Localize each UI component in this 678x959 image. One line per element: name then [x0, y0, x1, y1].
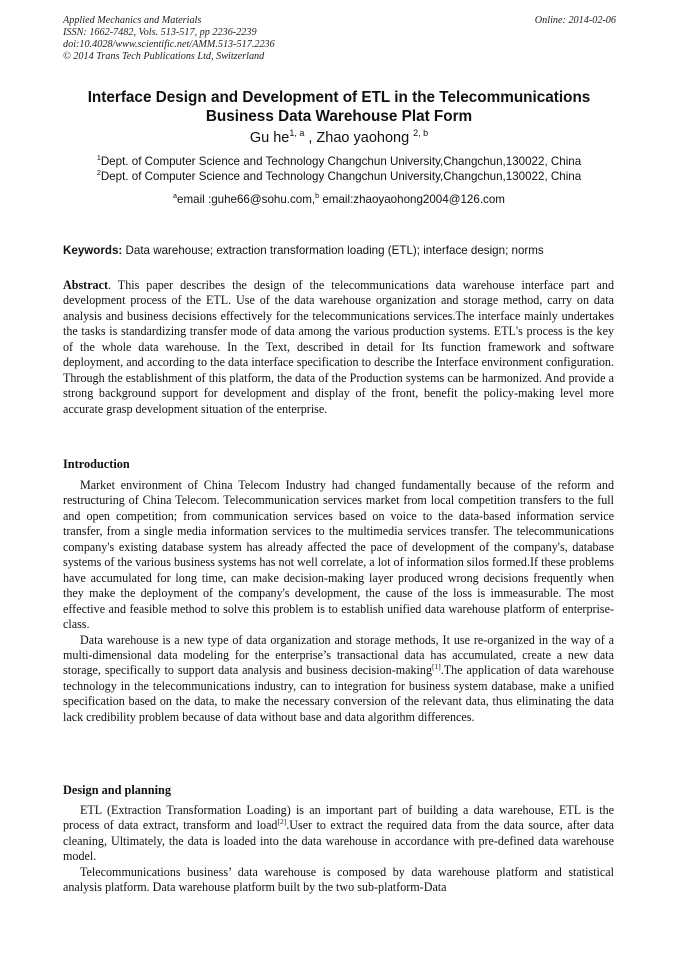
introduction-heading: Introduction	[63, 457, 130, 471]
affiliation-2	[30, 169, 648, 184]
design-body	[63, 803, 614, 896]
author-1-name: Gu he	[249, 130, 290, 146]
email-a: email :guhe66@sohu.com,	[177, 193, 316, 206]
affiliations	[30, 154, 648, 184]
doi-line: doi:10.4028/www.scientific.net/AMM.513-517.2236	[63, 39, 275, 50]
introduction-paragraph-1: Market environment of China Telecom Industry had changed fundamentally because of the reform and restructuring of China Telecom. Telecommunication services market from local competition transfers to the full and open competition; from communication services based on voice to the data-based information service transfer, from a single media information services to the multimedia services transfer. The telecommunications company's existing database system has already affected the pace of development of the company's, database systems of the various business systems has not well correlate, a lot of information silos formed.If these problems have accumulated for long time, can make decision-making layer produced wrong decisions frequently when they make the deployment of the company's development, the cause of the loss is immeasurable. The most effective and feasible method to solve this problem is to establish unified data warehouse platform of enterprise-class.	[63, 478, 614, 632]
affiliation-2-text: Dept. of Computer Science and Technology Changchun University,Changchun,130022, China	[100, 170, 582, 183]
abstract	[63, 278, 614, 417]
journal-name: Applied Mechanics and Materials	[63, 15, 202, 26]
design-p1-text-a: ETL (Extraction Transformation Loading) is an important part of building a data warehouse, ETL is the process of data extract, transform and load	[63, 803, 614, 833]
author-separator: ,	[304, 130, 317, 146]
title-line-1: Interface Design and Development of ETL in the Telecommunications	[87, 89, 591, 106]
keywords	[63, 243, 623, 258]
affiliation-1-text: Dept. of Computer Science and Technology Changchun University,Changchun,130022, China	[100, 155, 582, 168]
affiliation-2-marker: 2	[96, 168, 101, 178]
author-2-marker: 2, b	[413, 128, 429, 139]
title-line-2: Business Data Warehouse Plat Form	[205, 108, 473, 125]
online-date: Online: 2014-02-06	[534, 15, 616, 26]
paper-title	[55, 88, 623, 126]
author-2-name: Zhao yaohong	[316, 130, 414, 146]
affiliation-1-marker: 1	[96, 153, 101, 163]
abstract-paragraph	[63, 278, 614, 417]
email-b-marker: b	[315, 191, 320, 201]
introduction-paragraph-2	[63, 633, 614, 726]
affiliation-1	[30, 154, 648, 169]
design-paragraph-1	[63, 803, 614, 865]
author-1-marker: 1, a	[289, 128, 305, 139]
design-paragraph-2: Telecommunications business’ data warehouse is composed by data warehouse platform and statistical analysis platform. Data warehouse platform built by the two sub-platform-Data	[63, 864, 614, 895]
introduction-body	[63, 478, 614, 725]
citation-2: [2]	[277, 817, 287, 827]
copyright-line: © 2014 Trans Tech Publications Ltd, Switzerland	[63, 51, 265, 62]
email-a-marker: a	[173, 191, 178, 201]
email-b: email:zhaoyaohong2004@126.com	[319, 193, 505, 206]
citation-1: [1]	[432, 662, 441, 672]
keywords-label: Keywords:	[63, 244, 123, 257]
intro-p2-text-b: .The application of data warehouse technology in the telecommunications industry, can to integration for business system database, make a unified specification based on the data, to make the necessary conversion of the relevant data, thus eliminating the data lack credibility problem because of data without base and data algorithm differences.	[63, 663, 614, 724]
intro-p2-text-a: Data warehouse is a new type of data organization and storage methods, It use re-organized in the way of a multi-dimensional data modeling for the enterprise’s transactional data has accumulated, create a new data storage, specifically to support data analysis and business decision-making	[63, 632, 614, 678]
journal-header	[63, 15, 616, 63]
email-line	[30, 192, 648, 207]
abstract-label: Abstract	[63, 278, 109, 292]
issn-line: ISSN: 1662-7482, Vols. 513-517, pp 2236-2239	[63, 27, 257, 38]
keywords-text: Data warehouse; extraction transformation loading (ETL); interface design; norms	[122, 244, 544, 257]
author-line	[40, 129, 638, 147]
design-heading: Design and planning	[63, 783, 171, 797]
design-p1-text-b: .User to extract the required data from the data source, after data cleaning, Ultimately, the data is loaded into the data warehouse in accordance with pre-defined data warehouse model.	[63, 818, 614, 864]
abstract-text: . This paper describes the design of the telecommunications data warehouse interface part and development process of the ETL. Use of the data warehouse organization and storage method, carry on data analysis and business decisions effectively for the telecommunications services.The interface mainly undertakes the tasks is standardizing transfer mode of data among the various production systems. ETL's process is the key of the whole data warehouse. In the Text, described in detail for Its function framework and software deployment, and according to the data interface specification to describe the Interface environment configuration. Through the establishment of this platform, the data of the Production systems can be harmonized. And provide a strong background support for development and display of the front, benefit the policy-making level more accurate grasp development situation of the enterprise.	[63, 278, 614, 416]
